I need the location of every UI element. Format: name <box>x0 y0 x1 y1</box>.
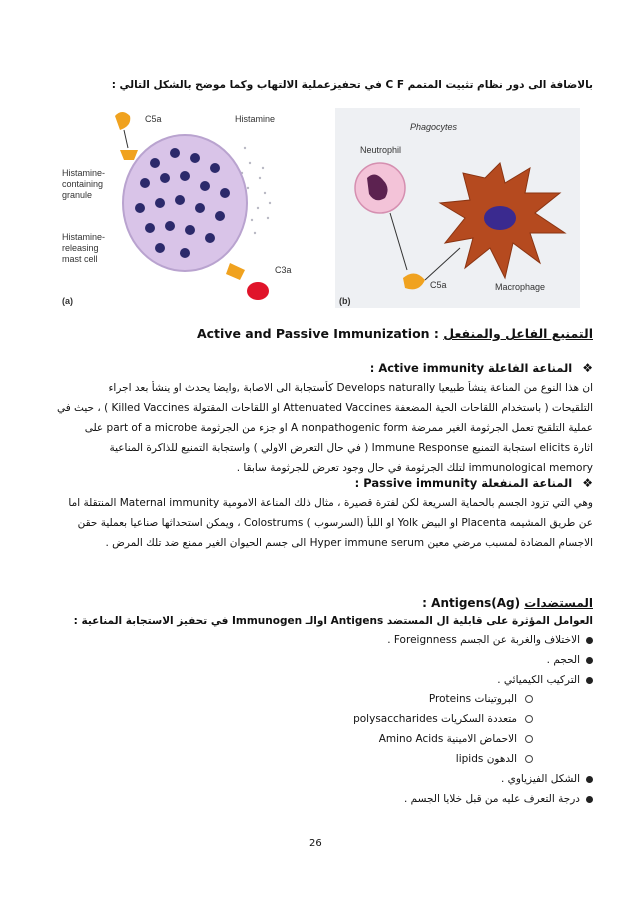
active-line-1: التلقيحات ( باستخدام اللقاحات الحية المضعفة Attenuated Vaccines او اللقاحات المقتولة Killed Vaccines ) ، حيث في <box>56 402 593 414</box>
fig-b-label-2: C5a <box>430 280 447 290</box>
list-item: الحجم . <box>40 653 593 667</box>
passive-heading <box>355 476 593 490</box>
fig-a-label-3: containing <box>62 179 104 189</box>
active-heading-ar: المناعة الفاعلة <box>488 361 573 375</box>
active-heading <box>370 361 593 375</box>
diamond-bullet-icon: ❖ <box>582 476 593 490</box>
active-line-2: عملية التلقيح تعمل الجرثومة الغير ممرضة A nonpathogenic form او جزء من الجرثومة part of a microbe على <box>84 422 593 434</box>
section2-heading <box>422 596 593 610</box>
c5a-molecule <box>115 112 130 130</box>
fig-b-label-1: Neutrophil <box>360 145 402 155</box>
section2-subtitle: العوامل المؤثرة على قابلية ال المستضد Antigens اوالـ Immunogen في تحفيز الاستجابة المناعية : <box>73 615 593 627</box>
list-item: التركيب الكيميائي . <box>40 673 593 687</box>
active-heading-en: Active immunity : <box>369 361 484 375</box>
fig-b-label-0: Phagocytes <box>410 122 458 132</box>
fig-a-label-1: Histamine <box>235 114 276 124</box>
fig-a-panel: (a) <box>62 296 73 306</box>
page-number: 26 <box>309 838 322 849</box>
sub-list-item: متعددة السكريات polysaccharides <box>40 712 533 726</box>
circle-bullet-icon <box>525 715 533 723</box>
section2-title-en: Antigens(Ag) : <box>422 596 521 610</box>
mast-cell-diagram <box>60 108 305 308</box>
passive-line-0: وهي التي تزود الجسم بالحماية السريعة لكن لفترة قصيرة ، مثال ذلك المناعة الامومية Maternal immunity المنتقلة اما <box>68 497 593 509</box>
sub-list-item: الاحماض الامينية Amino Acids <box>40 732 533 746</box>
bullet-icon <box>586 776 593 783</box>
intro-text: بالاضافة الى دور نظام تثبيت المتمم C F في تحفيزعملية الالتهاب وكما موضح بالشكل التالي : <box>111 79 593 91</box>
circle-bullet-icon <box>525 695 533 703</box>
fig-a-label-0: C5a <box>145 114 162 124</box>
passive-line-1: عن طريق المشيمه Placenta او البيض Yolk او اللبأ (السرسوب ) Colostrums ، ويمكن استحداثها صناعيا بعملية حقن <box>77 517 593 529</box>
bullet-icon <box>586 657 593 664</box>
fig-b-panel: (b) <box>339 296 351 306</box>
list-item: الشكل الفيزياوي . <box>40 772 593 786</box>
bullet-icon <box>586 796 593 803</box>
list-item: الاختلاف والغربة عن الجسم Foreignness . <box>40 633 593 647</box>
active-line-0: ان هذا النوع من المناعة ينشأ طبيعيا Develops naturally كأستجابة الى الاصابة ,وايضا يحدث او ينشأ بعد اجراء <box>108 382 593 394</box>
fig-a-label-8: C3a <box>275 265 292 275</box>
passive-heading-en: Passive immunity : <box>354 476 478 490</box>
c5a-receptor <box>120 150 138 160</box>
fig-a-label-7: mast cell <box>62 254 98 264</box>
active-line-3: اثارة elicits استجابة التمنيع Immune Response ( في حال التعرض الاولي ) واستجابة التمنيع للذاكرة المناعية <box>109 442 593 454</box>
c3a-receptor <box>226 263 245 280</box>
phagocyte-diagram <box>335 108 580 308</box>
section1-title-en: : Active and Passive Immunization <box>196 326 439 341</box>
passive-heading-ar: المناعة المنفعلة <box>481 476 573 490</box>
section1-heading <box>197 326 593 341</box>
fig-a-label-4: granule <box>62 190 93 200</box>
fig-b-label-3: Macrophage <box>495 282 546 292</box>
c3a-molecule <box>247 282 269 300</box>
passive-line-2: الاجسام المضادة لمسبب مرضي معين Hyper immune serum الى جسم الحيوان الغير ممنع ضد تلك المرض . <box>105 537 593 549</box>
figure-b <box>335 108 580 308</box>
circle-bullet-icon <box>525 755 533 763</box>
sub-list-item: الدهون lipids <box>40 752 533 766</box>
active-line-4: immunological memory لتلك الجرثومة في حال وجود تعرض للجرثومة سابقا . <box>236 462 593 474</box>
fig-a-label-6: releasing <box>62 243 99 253</box>
bullet-icon <box>586 637 593 644</box>
fig-a-label-5: Histamine- <box>62 232 106 242</box>
section2-title-ar: المستضدات <box>524 596 593 610</box>
figure-a <box>60 108 305 308</box>
fig-a-label-2: Histamine- <box>62 168 106 178</box>
macrophage-nucleus <box>484 206 516 230</box>
section1-title-ar: التمنيع الفاعل والمنفعل <box>443 326 593 341</box>
circle-bullet-icon <box>525 735 533 743</box>
list-item: درجة التعرف عليه من قبل خلايا الجسم . <box>40 792 593 806</box>
sub-list-item: البروتينات Proteins <box>40 692 533 706</box>
diamond-bullet-icon: ❖ <box>582 361 593 375</box>
bullet-icon <box>586 677 593 684</box>
